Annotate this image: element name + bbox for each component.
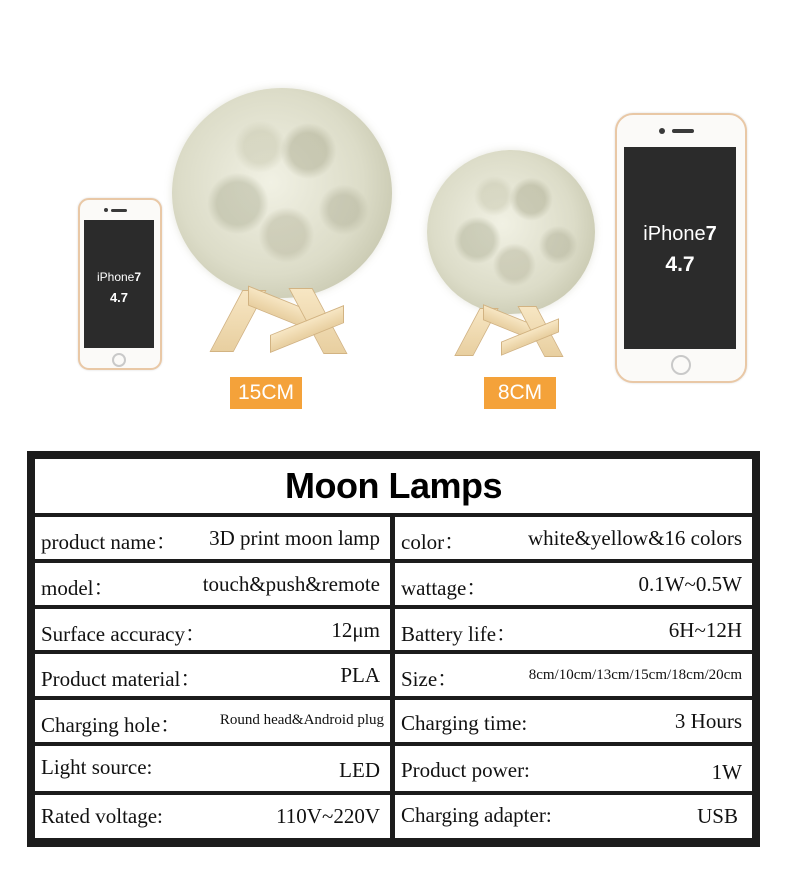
moon-lamp-small [427,150,595,314]
phone-size-label: 4.7 [665,253,695,276]
wooden-stand-large [208,280,358,355]
spec-value: 3 Hours [674,709,742,733]
wooden-stand-small [455,300,570,358]
spec-value: touch&push&remote [202,572,380,596]
spec-label: Charging hole： [41,713,182,737]
phone-speaker-icon [672,129,694,133]
spec-cell [35,795,390,838]
spec-label: Rated voltage: [41,804,163,828]
phone-model-label: iPhone7 [643,223,717,245]
spec-value: 0.1W~0.5W [638,572,742,596]
spec-cell [35,700,390,742]
spec-value: Round head&Android plug [219,712,384,728]
spec-label: Product material： [41,667,202,691]
spec-value: white&yellow&16 colors [527,526,742,550]
spec-cell [395,700,752,742]
phone-screen [624,147,736,349]
spec-cell [395,746,752,791]
phone-camera-icon [659,128,665,134]
spec-value: LED [339,758,380,782]
spec-cell [395,563,752,605]
moon-lamp-large [172,88,392,298]
spec-label: Surface accuracy： [41,622,206,646]
spec-cell [35,654,390,696]
spec-value: PLA [340,663,380,687]
phone-screen [84,220,154,348]
spec-label: Product power: [401,758,530,782]
size-tag-15cm: 15CM [230,377,302,409]
size-tag-8cm: 8CM [484,377,556,409]
spec-label: Charging time: [401,711,528,735]
spec-value: USB [697,804,738,828]
phone-small-illustration [78,198,162,370]
phone-home-button-icon [112,353,126,367]
spec-label: product name： [41,530,177,554]
spec-cell [395,795,752,838]
spec-value: 3D print moon lamp [209,526,380,550]
spec-label: wattage： [401,576,488,600]
spec-cell [395,609,752,650]
spec-cell [35,563,390,605]
spec-label: Light source: [41,755,153,779]
spec-label: Charging adapter: [401,803,552,827]
spec-value: 12μm [331,618,380,642]
spec-value: 8cm/10cm/13cm/15cm/18cm/20cm [528,667,742,683]
phone-camera-icon [104,208,108,212]
spec-cell [35,609,390,650]
phone-speaker-icon [111,209,127,212]
spec-table-title: Moon Lamps [35,459,752,513]
spec-label: model： [41,576,115,600]
phone-home-button-icon [671,355,691,375]
phone-model-label: iPhone7 [96,270,142,284]
spec-cell [395,654,752,696]
spec-value: 1W [711,760,742,784]
spec-label: color： [401,530,466,554]
spec-cell [395,517,752,559]
phone-large-illustration [615,113,747,383]
spec-table [27,451,760,847]
spec-value: 110V~220V [276,804,380,828]
spec-label: Battery life： [401,622,518,646]
spec-cell [35,746,390,791]
phone-size-label: 4.7 [109,290,129,305]
spec-label: Size： [401,667,459,691]
spec-value: 6H~12H [668,618,742,642]
spec-cell [35,517,390,559]
